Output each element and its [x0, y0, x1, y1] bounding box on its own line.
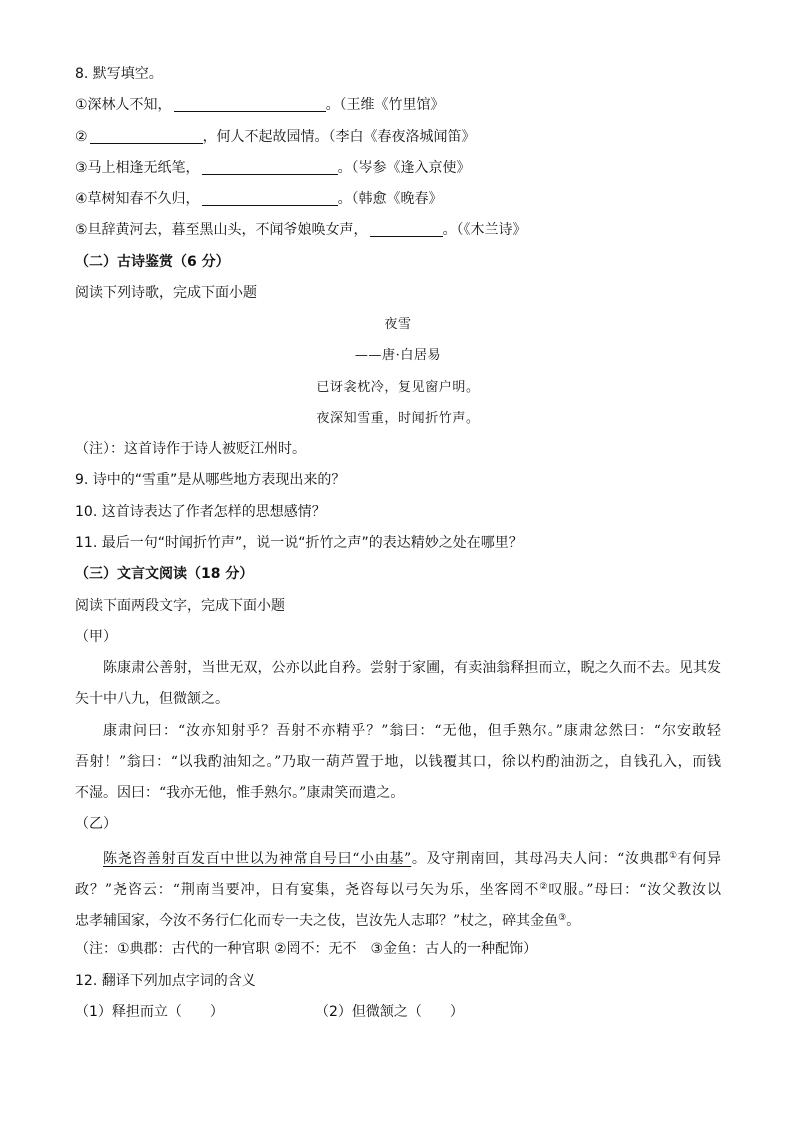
question-12-items [75, 997, 721, 1028]
fill-blank-prompt: ⑤旦辞黄河去，暮至黑山头，不闻爷娘唤女声， [75, 222, 368, 239]
passage-b-label: （乙） [75, 816, 117, 833]
question-12-item-2: （2）但微颔之（ ） [315, 1003, 464, 1020]
passage-footnote: （注：①典郡：古代的一种官职 ②罔不：无不 ③金鱼：古人的一种配饰） [75, 941, 538, 958]
fill-blank-item-4 [75, 184, 721, 215]
passage-text: 叹服。”母曰：“汝父教汝以 [548, 881, 721, 898]
passage-text: 忠孝辅国家，今汝不务行仁化而专一夫之伎，岂汝先人志耶？”杖之，碎其金鱼 [75, 913, 559, 930]
fill-blank-source: 。（王维《竹里馆》 [325, 97, 445, 114]
passage-text: 政？”尧咨云：“荆南当要冲，日有宴集，尧咨每以弓矢为乐，坐客罔不 [75, 881, 540, 898]
passage-line [75, 903, 721, 934]
underlined-sentence: 陈尧咨善射百发百中世以为神常自号曰“小由基” [103, 850, 412, 867]
footnote-marker: ① [668, 850, 678, 861]
passage-text: 。 [566, 913, 581, 930]
passage-a-label: （甲） [75, 628, 117, 645]
fill-blank-item-5 [75, 215, 721, 246]
answer-blank [174, 97, 326, 112]
passage-text: 。及守荆南回，其母冯夫人问：“汝典郡 [411, 850, 669, 867]
question-11: 11. 最后一句“时闻折竹声”，说一说“折竹之声”的表达精妙之处在哪里？ [75, 534, 523, 551]
passage-text: 有何异 [677, 850, 721, 867]
fill-blank-source: 。（《木兰诗》 [442, 222, 527, 239]
fill-blank-item-2 [75, 122, 721, 153]
fill-blank-prompt: ② [75, 128, 88, 145]
poem-line: 夜深知雪重，时闻折竹声。 [316, 410, 480, 426]
fill-blank-source: ，何人不起故园情。（李白《春夜洛城闻笛》 [202, 128, 476, 145]
fill-blank-item-3 [75, 153, 721, 184]
answer-blank [90, 129, 203, 144]
poem-note: （注）：这首诗作于诗人被贬江州时。 [75, 441, 306, 458]
fill-blank-prompt: ③马上相逢无纸笔， [75, 159, 200, 176]
footnote-marker: ② [539, 881, 549, 892]
poem-line: 已讶衾枕冷，复见窗户明。 [316, 379, 480, 395]
footnote-marker: ③ [558, 913, 567, 924]
passage-line: 吾射！”翁曰：“以我酌油知之。”乃取一葫芦置于地，以钱覆其口，徐以杓酌油沥之，自钱孔入，而钱 [75, 753, 721, 770]
page-content [75, 59, 721, 1028]
passage-line: 陈康肃公善射，当世无双，公亦以此自矜。尝射于家圃，有卖油翁释担而立，睨之久而不去。见其发 [103, 660, 721, 677]
section-heading-poetry: （二）古诗鉴赏（6 分） [75, 253, 230, 270]
section-instruction: 阅读下面两段文字，完成下面小题 [75, 597, 285, 614]
question-10: 10. 这首诗表达了作者怎样的思想感情？ [75, 503, 326, 520]
passage-line: 矢十中八九，但微颔之。 [75, 691, 229, 708]
answer-blank [370, 222, 443, 237]
fill-blank-source: 。（岑参《逢入京使》 [337, 159, 471, 176]
poem-title: 夜雪 [384, 317, 412, 333]
poem-author: ——唐·白居易 [354, 348, 442, 364]
question-12-title: 12. 翻译下列加点字词的含义 [75, 972, 256, 989]
fill-blank-item-1 [75, 90, 721, 121]
answer-blank [202, 160, 338, 175]
fill-blank-source: 。（韩愈《晚春》 [337, 191, 443, 208]
fill-blank-prompt: ④草树知春不久归， [75, 191, 200, 208]
passage-line [75, 841, 721, 872]
question-8-title: 8. 默写填空。 [75, 66, 163, 82]
fill-blank-prompt: ①深林人不知， [75, 97, 172, 114]
question-12-item-1: （1）释担而立（ ） [75, 1003, 224, 1020]
passage-line [75, 872, 721, 903]
section-instruction: 阅读下列诗歌，完成下面小题 [75, 284, 257, 301]
question-9: 9. 诗中的“雪重”是从哪些地方表现出来的？ [75, 472, 346, 489]
answer-blank [202, 191, 338, 206]
passage-line: 康肃问曰：“汝亦知射乎？吾射不亦精乎？”翁曰：“无他，但手熟尔。”康肃忿然曰：“尔安敢轻 [103, 722, 721, 739]
passage-line: 不湿。因曰：“我亦无他，惟手熟尔。”康肃笑而遣之。 [75, 785, 405, 802]
section-heading-classical: （三）文言文阅读（18 分） [75, 566, 254, 583]
